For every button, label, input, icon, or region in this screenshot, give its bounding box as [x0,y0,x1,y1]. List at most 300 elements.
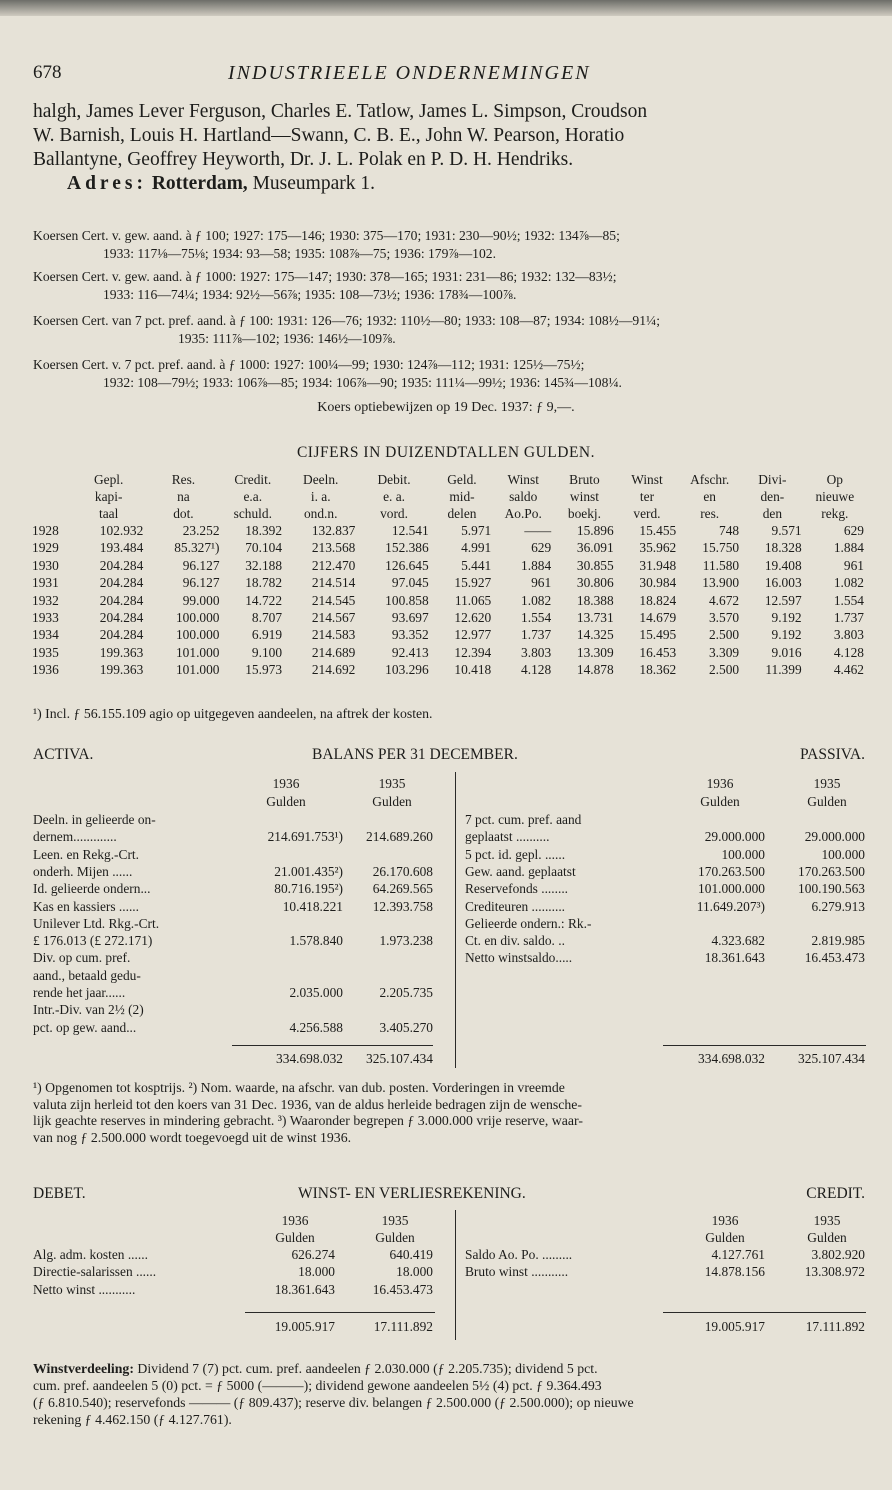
table-cell: 1.737 [521,627,552,643]
cijfers-title: CIJFERS IN DUIZENDTALLEN GULDEN. [296,444,596,461]
table-cell: 204.284 [99,575,144,591]
table-cell: 1.554 [833,592,864,608]
cijfers-footnote: ¹) Incl. ƒ 56.155.109 agio op uitgegeven aandeelen, na aftrek der kosten. [33,706,433,721]
table-header-row [32,488,866,505]
year-cell: 1931 [32,575,59,591]
koers-entry [33,268,868,303]
unit-header: Gulden [266,794,306,809]
passiva-row [465,915,865,932]
activa-label: rende het jaar...... [33,985,126,1000]
table-row [32,522,866,539]
table-cell: 97.045 [391,575,429,591]
unit-header: Gulden [372,794,412,809]
table-cell: 99.000 [182,592,220,608]
table-cell: 18.392 [245,523,283,538]
table-cell: 93.697 [391,610,429,626]
passiva-row [465,949,865,966]
table-cell: 35.962 [639,540,677,556]
year-header: 1936 [706,776,734,791]
passiva-value-1935: 6.279.913 [811,898,865,914]
activa-value-1936: 21.001.435²) [274,863,343,879]
year-header: 1935 [378,776,406,791]
table-cell: 1.737 [833,610,864,626]
passiva-row [465,880,865,897]
table-cell: 1.082 [521,592,552,608]
passiva-value-1935: 100.190.563 [798,881,865,897]
table-cell: 3.803 [521,644,552,660]
wv-text: Dividend 7 (7) pct. cum. pref. aandeelen ƒ 2.030.000 (ƒ 2.205.735); dividend 5 pct. [133,1361,598,1376]
credit-label: Bruto winst ........... [465,1264,569,1280]
passiva-row [465,863,865,880]
debet-value-1935: 16.453.473 [372,1281,433,1297]
table-cell: 102.932 [99,523,144,538]
debet-value-1935: 640.419 [389,1247,433,1262]
passiva-row [465,932,865,949]
passiva-total-row [465,1050,865,1067]
passiva-value-1935: 100.000 [821,846,865,862]
balans-header [33,746,865,766]
credit-value-1936: 14.878.156 [704,1264,765,1280]
wv-line: cum. pref. aandeelen 5 (0) pct. = ƒ 5000 (———); dividend gewone aandeelen 5½ (4) pct. ƒ 9.364.493 [33,1378,602,1393]
debet-value-1936: 18.361.643 [274,1281,335,1297]
activa-row [33,846,433,863]
table-cell: 101.000 [175,644,220,660]
table-cell: 2.500 [708,627,740,643]
credit-label: CREDIT. [806,1185,865,1202]
table-cell: 11.065 [454,592,492,608]
table-row [32,644,866,661]
table-cell: 9.192 [771,610,802,626]
table-cell: 204.284 [99,592,144,608]
column-header: Ao.Po. [504,506,542,521]
passiva-row [465,846,865,863]
table-cell: 2.500 [708,662,740,678]
table-header-row [32,505,866,522]
table-cell: 961 [531,575,552,591]
activa-label: Deeln. in gelieerde on- [33,812,156,827]
table-cell: 12.541 [391,523,429,538]
activa-row [33,1019,433,1036]
year-cell: 1935 [32,644,59,660]
table-cell: 3.803 [833,627,864,643]
table-header-row [32,471,866,488]
table-cell: 18.388 [576,592,614,608]
table-cell: 5.971 [461,523,492,538]
column-header: Winst [507,472,539,487]
intro-line: Ballantyne, Geoffrey Heyworth, Dr. J. L. Polak en P. D. H. Hendriks. [33,149,574,170]
table-row [32,539,866,556]
table-cell: 18.824 [639,592,677,608]
passiva-row [465,898,865,915]
passiva-label: Reservefonds ........ [465,881,569,897]
unit-header: Gulden [807,1230,847,1245]
table-cell: 18.782 [245,575,283,591]
table-cell: 11.399 [765,662,802,678]
year-header: 1936 [281,1213,309,1228]
activa-row [33,898,433,915]
table-cell: 9.192 [771,627,802,643]
footnote-line: van nog ƒ 2.500.000 wordt toegevoegd uit de winst 1936. [33,1129,352,1145]
table-cell: 92.413 [391,644,429,660]
passiva-label: Gew. aand. geplaatst [465,863,576,879]
activa-row [33,828,433,845]
table-cell: 30.806 [576,575,614,591]
table-row [32,626,866,643]
table-cell: 199.363 [99,644,144,660]
activa-value-1935: 26.170.608 [372,863,433,879]
table-cell: 3.570 [708,610,740,626]
column-header: mid- [449,489,475,504]
balans-footnotes [33,1080,863,1146]
passiva-total-1935: 325.107.434 [798,1051,865,1066]
column-header: schuld. [233,506,272,521]
passiva-row [465,828,865,845]
table-cell: 15.973 [245,662,283,678]
table-cell: 1.082 [833,575,864,591]
intro-line: halgh, James Lever Ferguson, Charles E. Tatlow, James L. Simpson, Croudson [33,101,648,122]
year-header: 1935 [813,1213,841,1228]
koers-line: 1933: 117⅛—75⅛; 1934: 93—58; 1935: 108⅞—75; 1936: 179⅞—102. [103,245,496,261]
column-header: Res. [171,472,196,487]
activa-label: Div. op cum. pref. [33,950,131,966]
table-cell: 23.252 [182,523,220,538]
passiva-value-1936: 29.000.000 [704,829,765,845]
total-rule [663,1312,866,1313]
column-header: nieuwe [815,489,855,504]
table-cell: 214.583 [311,627,356,643]
table-cell: 13.900 [702,575,740,591]
table-cell: 15.927 [454,575,492,591]
page-header [33,62,862,88]
balans-title: BALANS PER 31 DECEMBER. [312,746,518,763]
passiva-value-1935: 29.000.000 [804,829,865,845]
table-cell: 19.408 [764,557,802,573]
footnote-line: lijk geachte reserves in mindering gebracht. ³) Waaronder begrepen ƒ 3.000.000 vrije reserve, waar- [33,1113,583,1128]
koers-entry [33,227,868,262]
koers-line: 1932: 108—79½; 1933: 106⅞—85; 1934: 106⅞—90; 1935: 111¼—99½; 1936: 145¾—108¼. [103,374,622,390]
table-cell: 12.394 [454,644,492,660]
passiva-value-1936: 100.000 [721,846,765,862]
table-cell: 15.896 [576,523,614,538]
year-cell: 1929 [32,540,59,556]
year-header-blank [32,505,72,522]
activa-label: ACTIVA. [33,746,94,763]
footnote-line: ¹) Opgenomen tot kosptrijs. ²) Nom. waarde, na afschr. van dub. posten. Vorderingen in vreemde [33,1080,565,1095]
column-header: rekg. [821,506,849,521]
year-header: 1935 [813,776,841,791]
debet-row [33,1263,433,1280]
table-cell: —— [524,523,552,538]
table-cell: 36.091 [576,540,614,556]
column-header: Divi- [758,472,787,487]
page-number: 678 [33,62,62,83]
table-cell: 31.948 [639,557,677,573]
column-header: ter [639,489,655,504]
passiva-label: Ct. en div. saldo. .. [465,933,565,949]
optie-line: Koers optiebewijzen op 19 Dec. 1937: ƒ 9,—. [317,400,575,415]
table-cell: 9.100 [251,644,283,660]
column-header: en [703,489,716,504]
debet-label: Netto winst ........... [33,1281,136,1297]
credit-label: Saldo Ao. Po. ......... [465,1247,573,1262]
total-rule [663,1045,866,1046]
table-row [32,661,866,678]
activa-row [33,880,433,897]
activa-total-1935: 325.107.434 [366,1051,433,1066]
activa-value-1936: 2.035.000 [289,985,343,1000]
table-cell: 15.495 [639,627,677,643]
unit-header: Gulden [375,1230,415,1245]
activa-row [33,984,433,1001]
activa-value-1935: 1.973.238 [379,933,433,949]
year-header: 1935 [381,1213,409,1228]
table-cell: 70.104 [245,540,283,556]
cijfers-table [32,471,866,679]
table-cell: 100.000 [175,610,220,626]
table-cell: 6.919 [251,627,283,643]
passiva-value-1936: 101.000.000 [698,881,765,897]
table-cell: 10.418 [454,662,492,678]
activa-value-1935: 3.405.270 [379,1019,433,1035]
table-cell: 961 [843,557,864,573]
year-cell: 1928 [32,523,59,538]
activa-row [33,949,433,966]
column-header: e.a. [243,489,263,504]
column-header: taal [99,506,119,521]
table-row [32,609,866,626]
koers-line: 1935: 111⅞—102; 1936: 146½—109⅞. [178,330,396,346]
column-header: Gepl. [93,472,124,487]
column-header: vord. [380,506,408,521]
table-cell: 18.328 [764,540,802,556]
activa-row [33,932,433,949]
year-cell: 1930 [32,557,59,573]
activa-total-1936: 334.698.032 [276,1051,343,1066]
koers-line: Koersen Cert. v. gew. aand. à ƒ 100; 1927: 175—146; 1930: 375—170; 1931: 230—90½; 1932: 134⅞—85; [33,228,620,243]
activa-value-1936: 4.256.588 [289,1019,343,1035]
unit-header: Gulden [700,794,740,809]
address-line [33,172,868,196]
activa-label: Leen. en Rekg.-Crt. [33,846,139,862]
running-title: INDUSTRIEELE ONDERNEMINGEN [228,62,591,84]
passiva-label: Netto winstsaldo..... [465,950,573,966]
year-cell: 1934 [32,627,59,643]
table-cell: 100.000 [175,627,220,643]
column-header: na [177,489,190,504]
passiva-value-1936: 11.649.207³) [696,898,765,914]
table-cell: 30.855 [576,557,614,573]
column-header: Deeln. [303,472,339,487]
table-cell: 3.309 [708,644,740,660]
passiva-label: 5 pct. id. gepl. ...... [465,846,566,862]
debet-value-1935: 18.000 [396,1264,433,1280]
activa-label: Kas en kassiers ...... [33,898,139,914]
koers-entry [33,356,868,391]
passiva-value-1936: 170.263.500 [698,863,765,879]
table-cell: 204.284 [99,627,144,643]
debet-total-1935: 17.111.892 [373,1319,433,1334]
passiva-row [465,811,865,828]
table-cell: 214.545 [311,592,356,608]
table-cell: 18.362 [639,662,677,678]
debet-row [33,1246,433,1263]
passiva-label: 7 pct. cum. pref. aand [465,812,582,827]
activa-label: dernem............. [33,829,117,845]
table-cell: 193.484 [99,540,144,556]
table-cell: 5.441 [461,557,492,573]
column-header: Op [826,472,843,487]
passiva-value-1935: 170.263.500 [798,863,865,879]
koers-line: Koersen Cert. v. 7 pct. pref. aand. à ƒ 1000: 1927: 100¼—99; 1930: 124⅞—112; 1931: 125½—75½; [33,357,585,372]
table-cell: 15.455 [639,523,677,538]
credit-value-1935: 3.802.920 [811,1247,865,1262]
table-cell: 13.731 [576,610,614,626]
activa-value-1935: 2.205.735 [379,985,433,1000]
table-cell: 13.309 [576,644,614,660]
activa-value-1936: 80.716.195²) [274,881,343,897]
table-cell: 213.568 [311,540,356,556]
wv-title: WINST- EN VERLIESREKENING. [298,1185,526,1202]
wv-line: (ƒ 6.810.540); reservefonds ——— (ƒ 809.437); reserve div. belangen ƒ 2.500.000 (ƒ 2.500.000); op nieuwe [33,1395,634,1410]
column-header: Debit. [377,472,411,487]
credit-value-1936: 4.127.761 [711,1247,765,1262]
table-cell: 9.016 [771,644,802,660]
table-cell: 212.470 [311,557,356,573]
table-cell: 30.984 [639,575,677,591]
table-row [32,574,866,591]
table-cell: 9.571 [771,523,802,538]
table-cell: 629 [843,523,864,538]
unit-header: Gulden [705,1230,745,1245]
year-header: 1936 [711,1213,739,1228]
table-cell: 132.837 [311,523,356,538]
table-cell: 93.352 [391,627,429,643]
table-cell: 32.188 [245,557,283,573]
activa-row [33,863,433,880]
wv-line [33,1360,865,1377]
year-header-blank [32,488,72,505]
total-rule [232,1045,433,1046]
activa-value-1935: 64.269.565 [372,881,433,897]
table-row [32,557,866,574]
table-cell: 629 [531,540,552,556]
table-cell: 12.977 [454,627,492,643]
table-cell: 4.462 [833,662,864,678]
column-divider [455,772,456,1068]
year-cell: 1933 [32,610,59,626]
table-cell: 11.580 [702,557,740,573]
table-cell: 14.878 [576,662,614,678]
address-label: Adres: [67,173,147,194]
column-header: Winst [631,472,663,487]
column-header: verd. [633,506,661,521]
column-header: den- [760,489,785,504]
table-cell: 4.128 [833,644,864,660]
page-edge [0,0,892,16]
table-cell: 199.363 [99,662,144,678]
column-header: ond.n. [303,506,338,521]
table-cell: 152.386 [385,540,429,556]
debet-value-1936: 18.000 [298,1264,335,1280]
table-cell: 214.689 [311,644,356,660]
column-header: delen [447,506,477,521]
activa-label: £ 176.013 (£ 272.171) [33,933,153,949]
debet-total-row [33,1318,433,1335]
table-cell: 4.128 [521,662,552,678]
table-cell: 748 [719,523,740,538]
table-cell: 16.003 [764,575,802,591]
debet-label: Directie-salarissen ...... [33,1264,157,1280]
passiva-label: Gelieerde ondern.: Rk.- [465,915,592,931]
debet-total-1936: 19.005.917 [274,1319,335,1334]
table-cell: 214.514 [311,575,356,591]
activa-value-1936: 1.578.840 [289,933,343,949]
koers-line: Koersen Cert. v. gew. aand. à ƒ 1000: 1927: 175—147; 1930: 378—165; 1931: 231—86; 1932: 132—83½; [33,269,617,284]
activa-row [33,967,433,984]
wv-line: rekening ƒ 4.462.150 (ƒ 4.127.761). [33,1412,232,1427]
year-cell: 1932 [32,592,59,608]
activa-label: onderh. Mijen ...... [33,863,133,879]
column-header: den [762,506,783,521]
table-cell: 96.127 [182,575,220,591]
column-header: dot. [173,506,194,521]
debet-label: Alg. adm. kosten ...... [33,1247,148,1262]
column-header: kapi- [94,489,123,504]
winstverdeeling-label: Winstverdeeling: [33,1361,134,1376]
koers-entry [33,312,868,347]
table-cell: 4.672 [708,592,740,608]
column-header: Credit. [234,472,272,487]
table-cell: 4.991 [461,540,492,556]
activa-total-row [33,1050,433,1067]
column-header: Afschr. [690,472,730,487]
table-cell: 103.296 [385,662,429,678]
table-cell: 214.692 [311,662,356,678]
activa-label: pct. op gew. aand... [33,1019,137,1035]
table-cell: 14.679 [639,610,677,626]
column-header: Bruto [569,472,600,487]
activa-label: Id. gelieerde ondern... [33,881,151,897]
year-cell: 1936 [32,662,59,678]
koers-line: Koersen Cert. van 7 pct. pref. aand. à ƒ 100: 1931: 126—76; 1932: 110½—80; 1933: 108—87; 1934: 108½—91¼; [33,313,660,328]
credit-total-1936: 19.005.917 [704,1319,765,1334]
table-cell: 85.327¹) [174,540,220,556]
column-header: saldo [509,489,538,504]
table-cell: 1.554 [521,610,552,626]
passiva-label: PASSIVA. [799,746,865,763]
passiva-value-1935: 16.453.473 [804,950,865,966]
table-cell: 96.127 [182,557,220,573]
column-header: i. a. [310,489,331,504]
table-cell: 12.620 [454,610,492,626]
total-rule [245,1312,435,1313]
activa-value-1935: 12.393.758 [372,898,433,914]
table-cell: 214.567 [311,610,356,626]
wv-header [33,1185,865,1205]
column-divider [455,1210,456,1340]
footnote-line: valuta zijn herleid tot den koers van 31 Dec. 1936, van de aldus herleide bedragen zijn de wensche- [33,1096,582,1112]
passiva-value-1936: 4.323.682 [711,933,765,949]
passiva-total-1936: 334.698.032 [698,1051,765,1066]
address-city: Rotterdam, [151,173,248,194]
credit-row [465,1263,865,1280]
debet-value-1936: 626.274 [291,1247,335,1262]
unit-header: Gulden [275,1230,315,1245]
table-cell: 8.707 [251,610,283,626]
activa-label: Unilever Ltd. Rkg.-Crt. [33,915,160,931]
year-header: 1936 [272,776,300,791]
table-cell: 1.884 [833,540,864,556]
